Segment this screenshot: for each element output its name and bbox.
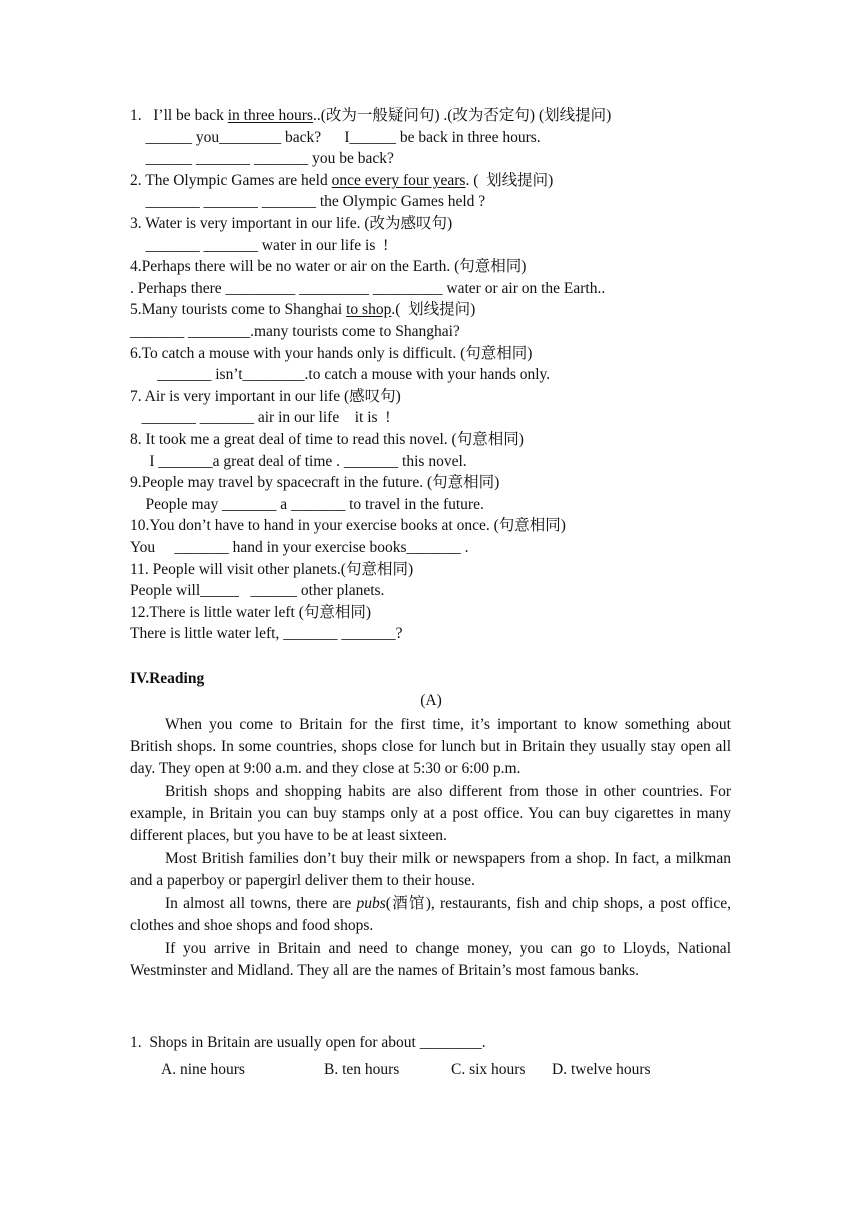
passage-label: (A) [420, 692, 442, 709]
exercise-text: .( 划线提问) [391, 301, 476, 319]
exercise-text: ______ _______ _______ you be back? [130, 150, 394, 168]
underlined-phrase: in three hours [227, 107, 313, 124]
exercise-line [130, 299, 732, 321]
exercise-text: You _______ hand in your exercise books_______ . [130, 539, 469, 556]
exercise-line [130, 343, 732, 365]
exercise-line [130, 127, 732, 149]
exercise-line [130, 559, 732, 581]
passage-paragraph [130, 938, 731, 982]
exercise-line [130, 213, 732, 235]
exercise-text: 8. It took me a great deal of time to read this novel. (句意相同) [130, 431, 524, 448]
exercise-text: 12.There is little water left (句意相同) [130, 603, 372, 621]
option-d: D. twelve hours [552, 1061, 651, 1078]
question-stem: 1. Shops in Britain are usually open for about ________. [130, 1034, 486, 1051]
exercise-line [130, 256, 732, 278]
exercise-text: 2. The Olympic Games are held [130, 171, 332, 189]
underlined-phrase: to shop [346, 301, 392, 319]
exercise-text: People will_____ ______ other planets. [130, 582, 385, 600]
exercise-line [130, 537, 732, 559]
exercise-line [130, 515, 732, 537]
underlined-phrase: once every four years [331, 171, 466, 189]
exercise-text: 7. Air is very important in our life (感叹句) [130, 387, 401, 405]
exercise-text: 5.Many tourists come to Shanghai [130, 301, 347, 319]
exercise-line [130, 386, 732, 408]
exercise-line [130, 235, 732, 257]
exercise-line [130, 105, 732, 127]
exercise-line [130, 407, 732, 429]
exercise-text: 11. People will visit other planets.(句意相同) [130, 560, 414, 578]
passage-paragraph [130, 781, 731, 848]
exercise-line [130, 170, 732, 192]
section-heading: IV.Reading [130, 670, 205, 687]
exercise-text: _______ isn’t________.to catch a mouse with your hands only. [130, 366, 551, 384]
exercise-text: I _______a great deal of time . _______ this novel. [130, 452, 467, 470]
exercise-text: 4.Perhaps there will be no water or air on the Earth. (句意相同) [130, 258, 527, 276]
option-c: C. six hours [451, 1061, 526, 1078]
exercise-text: . ( 划线提问) [465, 171, 554, 189]
exercise-text: . Perhaps there _________ _________ _________ water or air on the Earth.. [130, 279, 606, 297]
exercise-text: 3. Water is very important in our life. (改为感叹句) [130, 215, 453, 232]
passage-paragraph [130, 714, 731, 781]
exercise-text: 6.To catch a mouse with your hands only is difficult. (句意相同) [130, 344, 533, 362]
passage-paragraph [130, 848, 731, 892]
exercise-text: ..(改为一般疑问句) .(改为否定句) (划线提问) [312, 107, 612, 124]
option-a: A. nine hours [161, 1061, 245, 1078]
paragraph-text: Most British families don’t buy their milk or newspapers from a shop. In fact, a milkman and a paperboy or papergirl deliver them to their house. [130, 850, 731, 890]
exercise-line [130, 278, 732, 300]
paragraph-text: In almost all towns, there are [165, 895, 357, 912]
exercise-line [130, 580, 732, 602]
exercise-text: _______ _______ _______ the Olympic Games held ? [130, 193, 486, 211]
exercise-text: 10.You don’t have to hand in your exercise books at once. (句意相同) [130, 517, 566, 535]
exercise-line [130, 472, 732, 494]
paragraph-text: (酒馆), restaurants, fish and chip shops, a post office, clothes and shoe shops and food shops. [130, 895, 731, 935]
option-b: B. ten hours [324, 1061, 400, 1078]
exercise-text: ______ you________ back? I______ be back in three hours. [130, 128, 541, 146]
exercise-text: 1. I’ll be back [130, 107, 228, 124]
exercise-text: 9.People may travel by spacecraft in the future. (句意相同) [130, 474, 500, 492]
exercise-line [130, 191, 732, 213]
exercise-line [130, 494, 732, 516]
paragraph-text: If you arrive in Britain and need to change money, you can go to Lloyds, National Westminster and Midland. They all are the names of Britain’s most famous banks. [130, 940, 731, 980]
exercise-line [130, 321, 732, 343]
exercise-line [130, 451, 732, 473]
italic-term: pubs [356, 895, 386, 912]
exercise-line [130, 602, 732, 624]
exercise-text: _______ _______ air in our life it is ! [130, 409, 391, 427]
exercise-line [130, 623, 732, 645]
exercise-text: _______ ________.many tourists come to Shanghai? [130, 323, 460, 340]
exercise-text: _______ _______ water in our life is ! [130, 236, 389, 254]
exercise-line [130, 429, 732, 451]
exercise-line [130, 148, 732, 170]
paragraph-text: When you come to Britain for the first time, it’s important to know something about British shops. In some countries, shops close for lunch but in Britain they usually stay open all day. They open at 9:00 a.m. and they close at 5:30 or 6:00 p.m. [130, 716, 731, 778]
passage-paragraph [130, 893, 731, 937]
paragraph-text: British shops and shopping habits are also different from those in other countries. For example, in Britain you can buy stamps only at a post office. You can buy cigarettes in many different places, but you have to be at least sixteen. [130, 783, 731, 845]
exercise-text: People may _______ a _______ to travel in the future. [130, 495, 484, 513]
exercise-line [130, 364, 732, 386]
exercise-text: There is little water left, _______ _______? [130, 625, 403, 643]
